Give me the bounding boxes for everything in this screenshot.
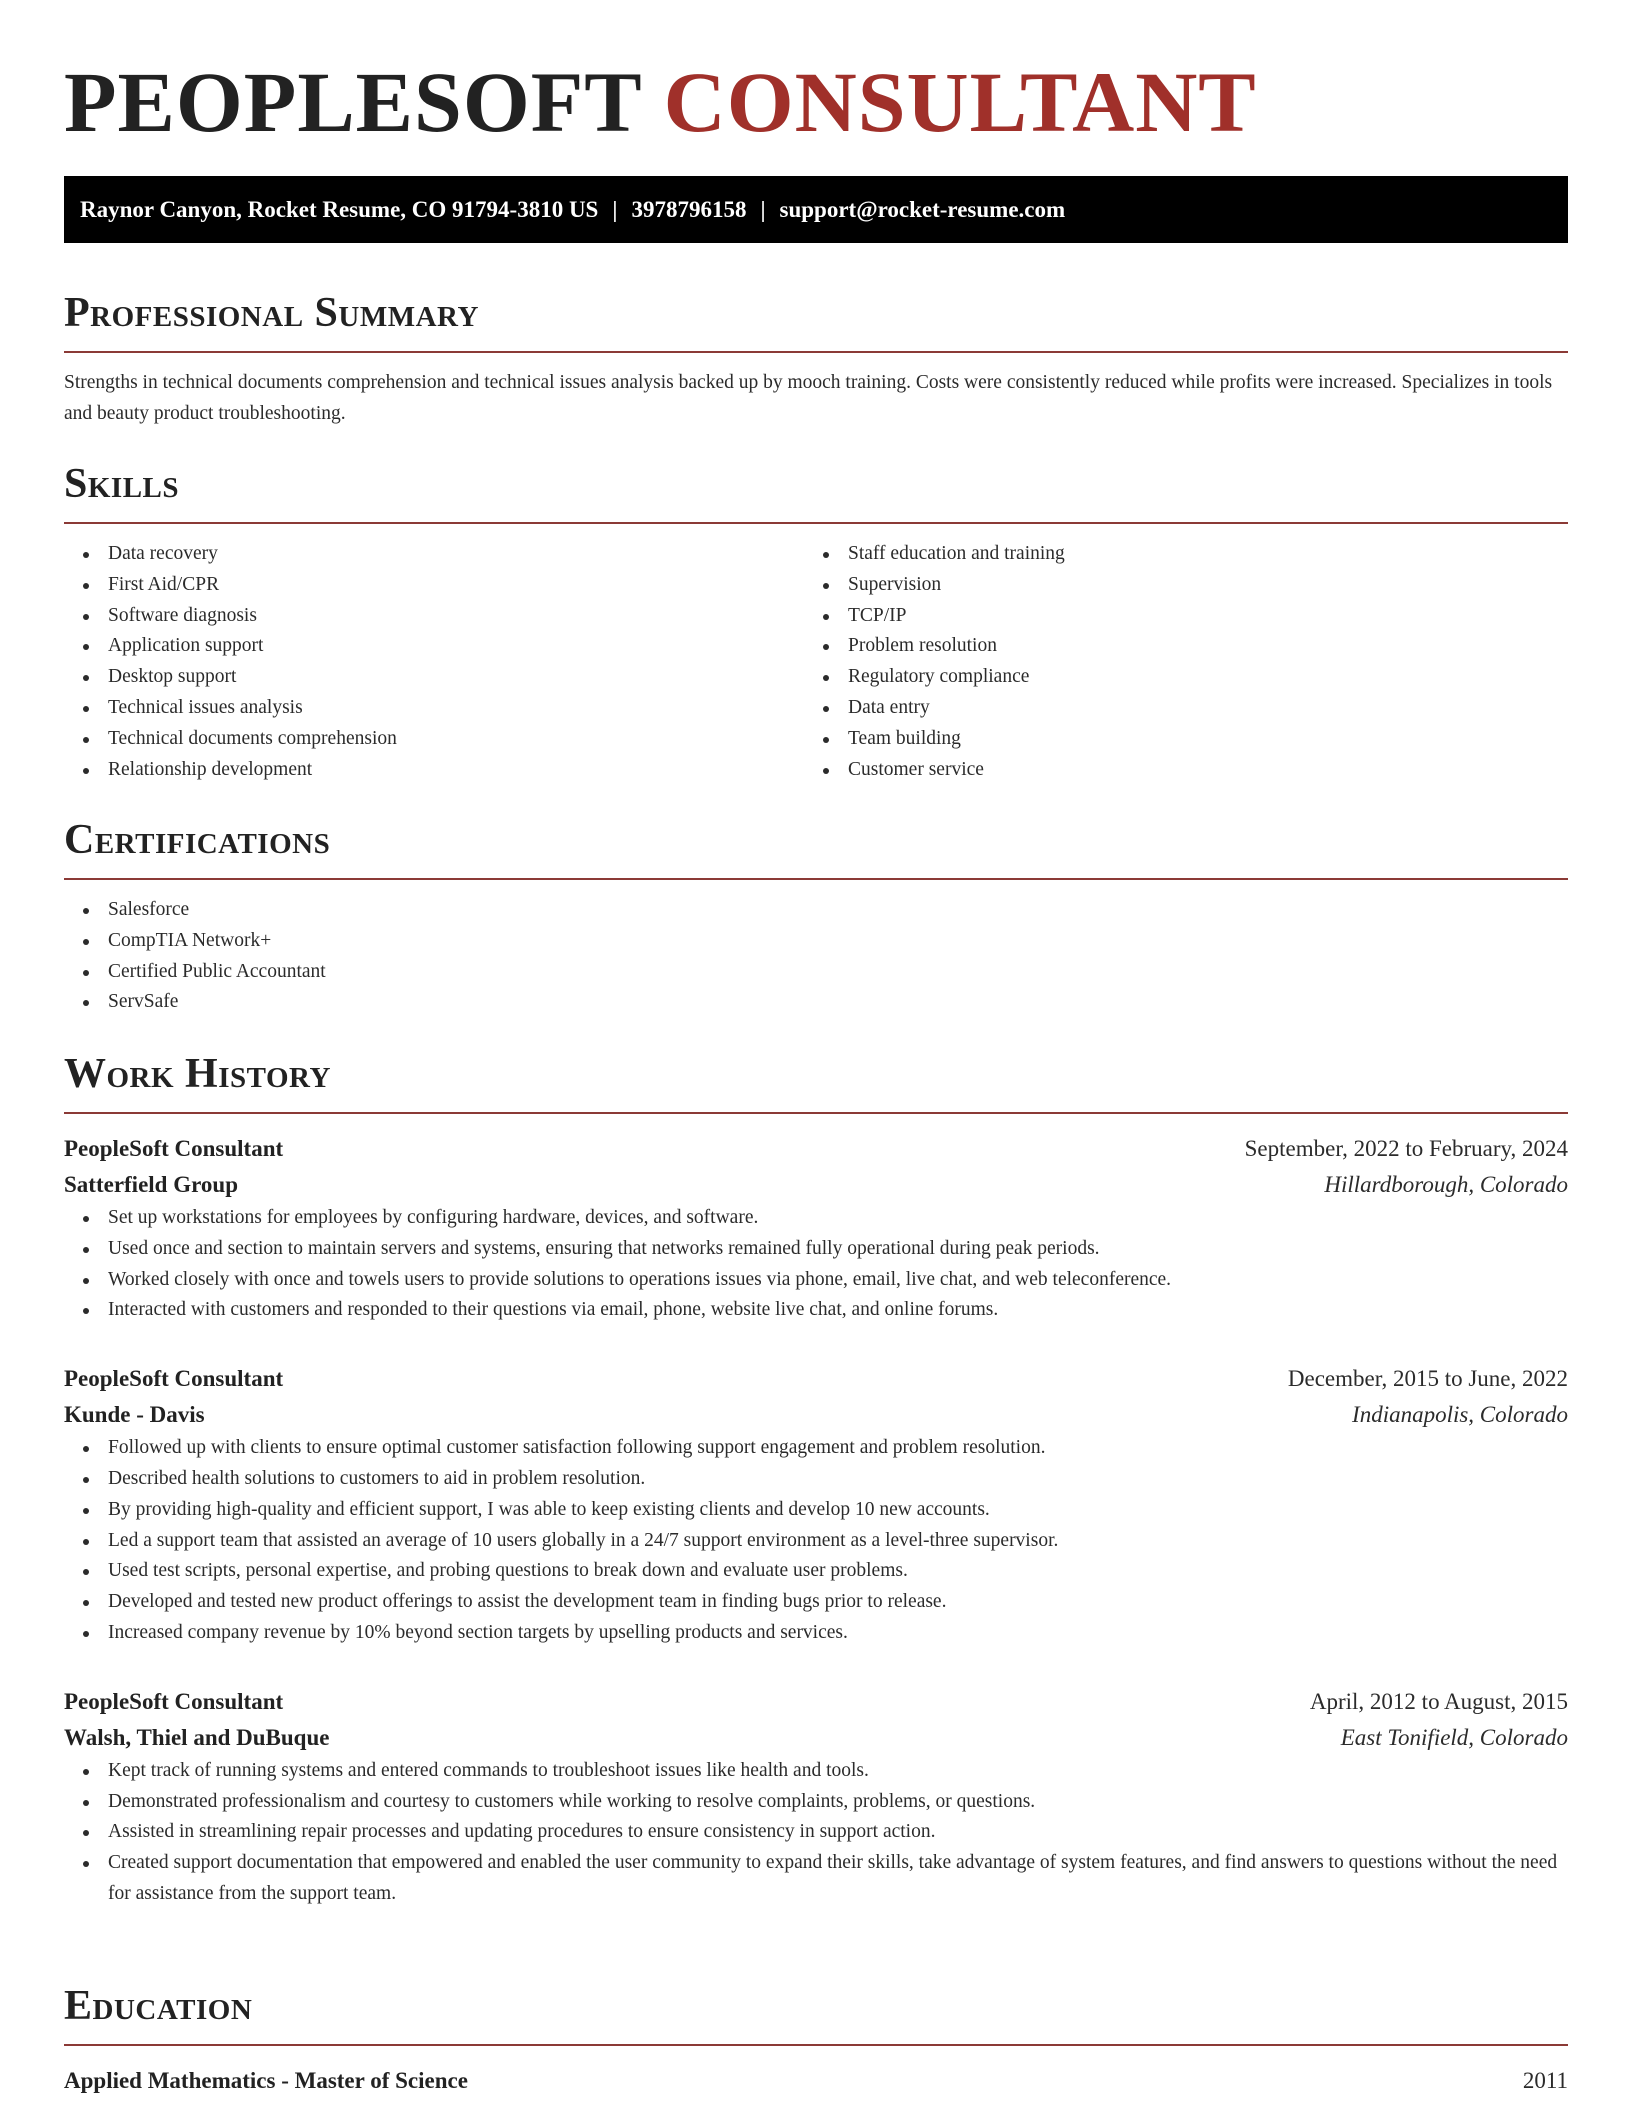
section-title-work-history: Work History <box>64 1051 331 1097</box>
skill-item: Technical issues analysis <box>64 693 804 724</box>
section-divider <box>64 351 1568 353</box>
job-company: Kunde - Davis <box>64 1402 205 1428</box>
contact-bar <box>64 176 1568 243</box>
job-bullet: Developed and tested new product offerings to assist the development team in finding bugs prior to release. <box>64 1587 1568 1618</box>
job-head-row <box>64 1684 1568 1720</box>
summary-text: Strengths in technical documents comprehension and technical issues analysis backed up by mooch training. Costs were consistently reduced while profits were increased. Specializes in tools and beauty product troubleshooting. <box>64 372 1553 424</box>
education-degree: Applied Mathematics - Master of Science <box>64 2068 468 2093</box>
job-head-row <box>64 1361 1568 1397</box>
skill-item: Technical documents comprehension <box>64 724 804 755</box>
contact-phone: 3978796158 <box>631 197 747 222</box>
job-entry <box>64 1684 1568 1910</box>
contact-separator: | <box>760 197 766 222</box>
job-bullet: Created support documentation that empowered and enabled the user community to expand their skills, take advantage of system features, and find answers to questions without the need for assistance from the support team. <box>64 1848 1568 1910</box>
education-head-row <box>64 2063 1568 2099</box>
job-bullet: Interacted with customers and responded to their questions via email, phone, website live chat, and online forums. <box>64 1295 1568 1326</box>
education-section <box>64 1981 1568 2099</box>
skill-item: TCP/IP <box>804 601 1544 632</box>
job-dates: April, 2012 to August, 2015 <box>1309 1688 1568 1714</box>
job-bullet: Followed up with clients to ensure optimal customer satisfaction following support engagement and problem resolution. <box>64 1433 1568 1464</box>
job-company: Satterfield Group <box>64 1172 238 1197</box>
job-company: Walsh, Thiel and DuBuque <box>64 1724 330 1750</box>
job-location: East Tonifield, Colorado <box>1340 1724 1568 1750</box>
job-bullet: Set up workstations for employees by configuring hardware, devices, and software. <box>64 1203 1568 1234</box>
resume-name-heading <box>64 52 1257 152</box>
job-dates: September, 2022 to February, 2024 <box>1244 1136 1568 1161</box>
job-location: Indianapolis, Colorado <box>1352 1402 1568 1428</box>
job-company-row <box>64 1167 1568 1203</box>
certification-item: Certified Public Accountant <box>64 957 1568 988</box>
job-bullet: Used test scripts, personal expertise, and probing questions to break down and evaluate user problems. <box>64 1556 1568 1587</box>
section-divider <box>64 522 1568 524</box>
job-head-row <box>64 1131 1568 1167</box>
name-first: PEOPLESOFT <box>64 54 642 150</box>
job-title: PeopleSoft Consultant <box>64 1366 284 1392</box>
job-company-row <box>64 1397 1568 1433</box>
skill-item: Staff education and training <box>804 539 1544 570</box>
job-bullet: Kept track of running systems and entered commands to troubleshoot issues like health and tools. <box>64 1756 1568 1787</box>
certification-item: Salesforce <box>64 895 1568 926</box>
skill-item: Desktop support <box>64 662 804 693</box>
skills-list-left <box>64 539 804 785</box>
job-bullet: Increased company revenue by 10% beyond section targets by upselling products and services. <box>64 1618 1568 1649</box>
certification-item: ServSafe <box>64 987 1568 1018</box>
contact-email: support@rocket-resume.com <box>779 197 1066 222</box>
skill-item: Data entry <box>804 693 1544 724</box>
section-divider <box>64 2044 1568 2046</box>
skills-list-right <box>804 539 1544 785</box>
job-title: PeopleSoft Consultant <box>64 1136 284 1161</box>
section-title-education: Education <box>64 1983 253 2029</box>
skill-item: Problem resolution <box>804 631 1544 662</box>
contact-separator: | <box>612 197 618 222</box>
job-bullet: Assisted in streamlining repair processes and updating procedures to ensure consistency in support action. <box>64 1817 1568 1848</box>
skill-item: Customer service <box>804 755 1544 786</box>
skills-section <box>64 459 1568 785</box>
education-year: 2011 <box>1522 2068 1568 2093</box>
skill-item: Regulatory compliance <box>804 662 1544 693</box>
contact-address: Raynor Canyon, Rocket Resume, CO 91794-3810 US <box>80 197 599 222</box>
skill-item: Team building <box>804 724 1544 755</box>
section-title-skills: Skills <box>64 461 180 507</box>
job-bullet-list <box>64 1433 1568 1649</box>
skills-columns <box>64 539 1568 785</box>
job-bullet: Used once and section to maintain servers and systems, ensuring that networks remained fully operational during peak periods. <box>64 1234 1568 1265</box>
skill-item: Application support <box>64 631 804 662</box>
section-divider <box>64 1112 1568 1114</box>
job-bullet: By providing high-quality and efficient support, I was able to keep existing clients and develop 10 new accounts. <box>64 1495 1568 1526</box>
job-title: PeopleSoft Consultant <box>64 1688 284 1714</box>
skill-item: Software diagnosis <box>64 601 804 632</box>
section-title-summary: Professional Summary <box>64 290 479 336</box>
job-bullet: Demonstrated professionalism and courtesy to customers while working to resolve complaints, problems, or questions. <box>64 1787 1568 1818</box>
work-history-section <box>64 1049 1568 1910</box>
certifications-list <box>64 895 1568 1018</box>
name-last: CONSULTANT <box>663 54 1257 150</box>
certifications-section <box>64 815 1568 1018</box>
skill-item: First Aid/CPR <box>64 570 804 601</box>
certification-item: CompTIA Network+ <box>64 926 1568 957</box>
skill-item: Supervision <box>804 570 1544 601</box>
section-title-certifications: Certifications <box>64 817 331 863</box>
skill-item: Relationship development <box>64 755 804 786</box>
job-dates: December, 2015 to June, 2022 <box>1287 1366 1568 1392</box>
job-location: Hillardborough, Colorado <box>1324 1172 1568 1197</box>
section-divider <box>64 878 1568 880</box>
job-entry <box>64 1361 1568 1649</box>
job-company-row <box>64 1720 1568 1756</box>
job-bullet: Led a support team that assisted an average of 10 users globally in a 24/7 support environment as a level-three supervisor. <box>64 1526 1568 1557</box>
job-bullet-list <box>64 1203 1568 1326</box>
job-bullet-list <box>64 1756 1568 1910</box>
summary-section <box>64 288 1568 429</box>
job-bullet: Worked closely with once and towels users to provide solutions to operations issues via phone, email, live chat, and web teleconference. <box>64 1265 1568 1296</box>
job-bullet: Described health solutions to customers to aid in problem resolution. <box>64 1464 1568 1495</box>
skill-item: Data recovery <box>64 539 804 570</box>
job-entry <box>64 1131 1568 1326</box>
